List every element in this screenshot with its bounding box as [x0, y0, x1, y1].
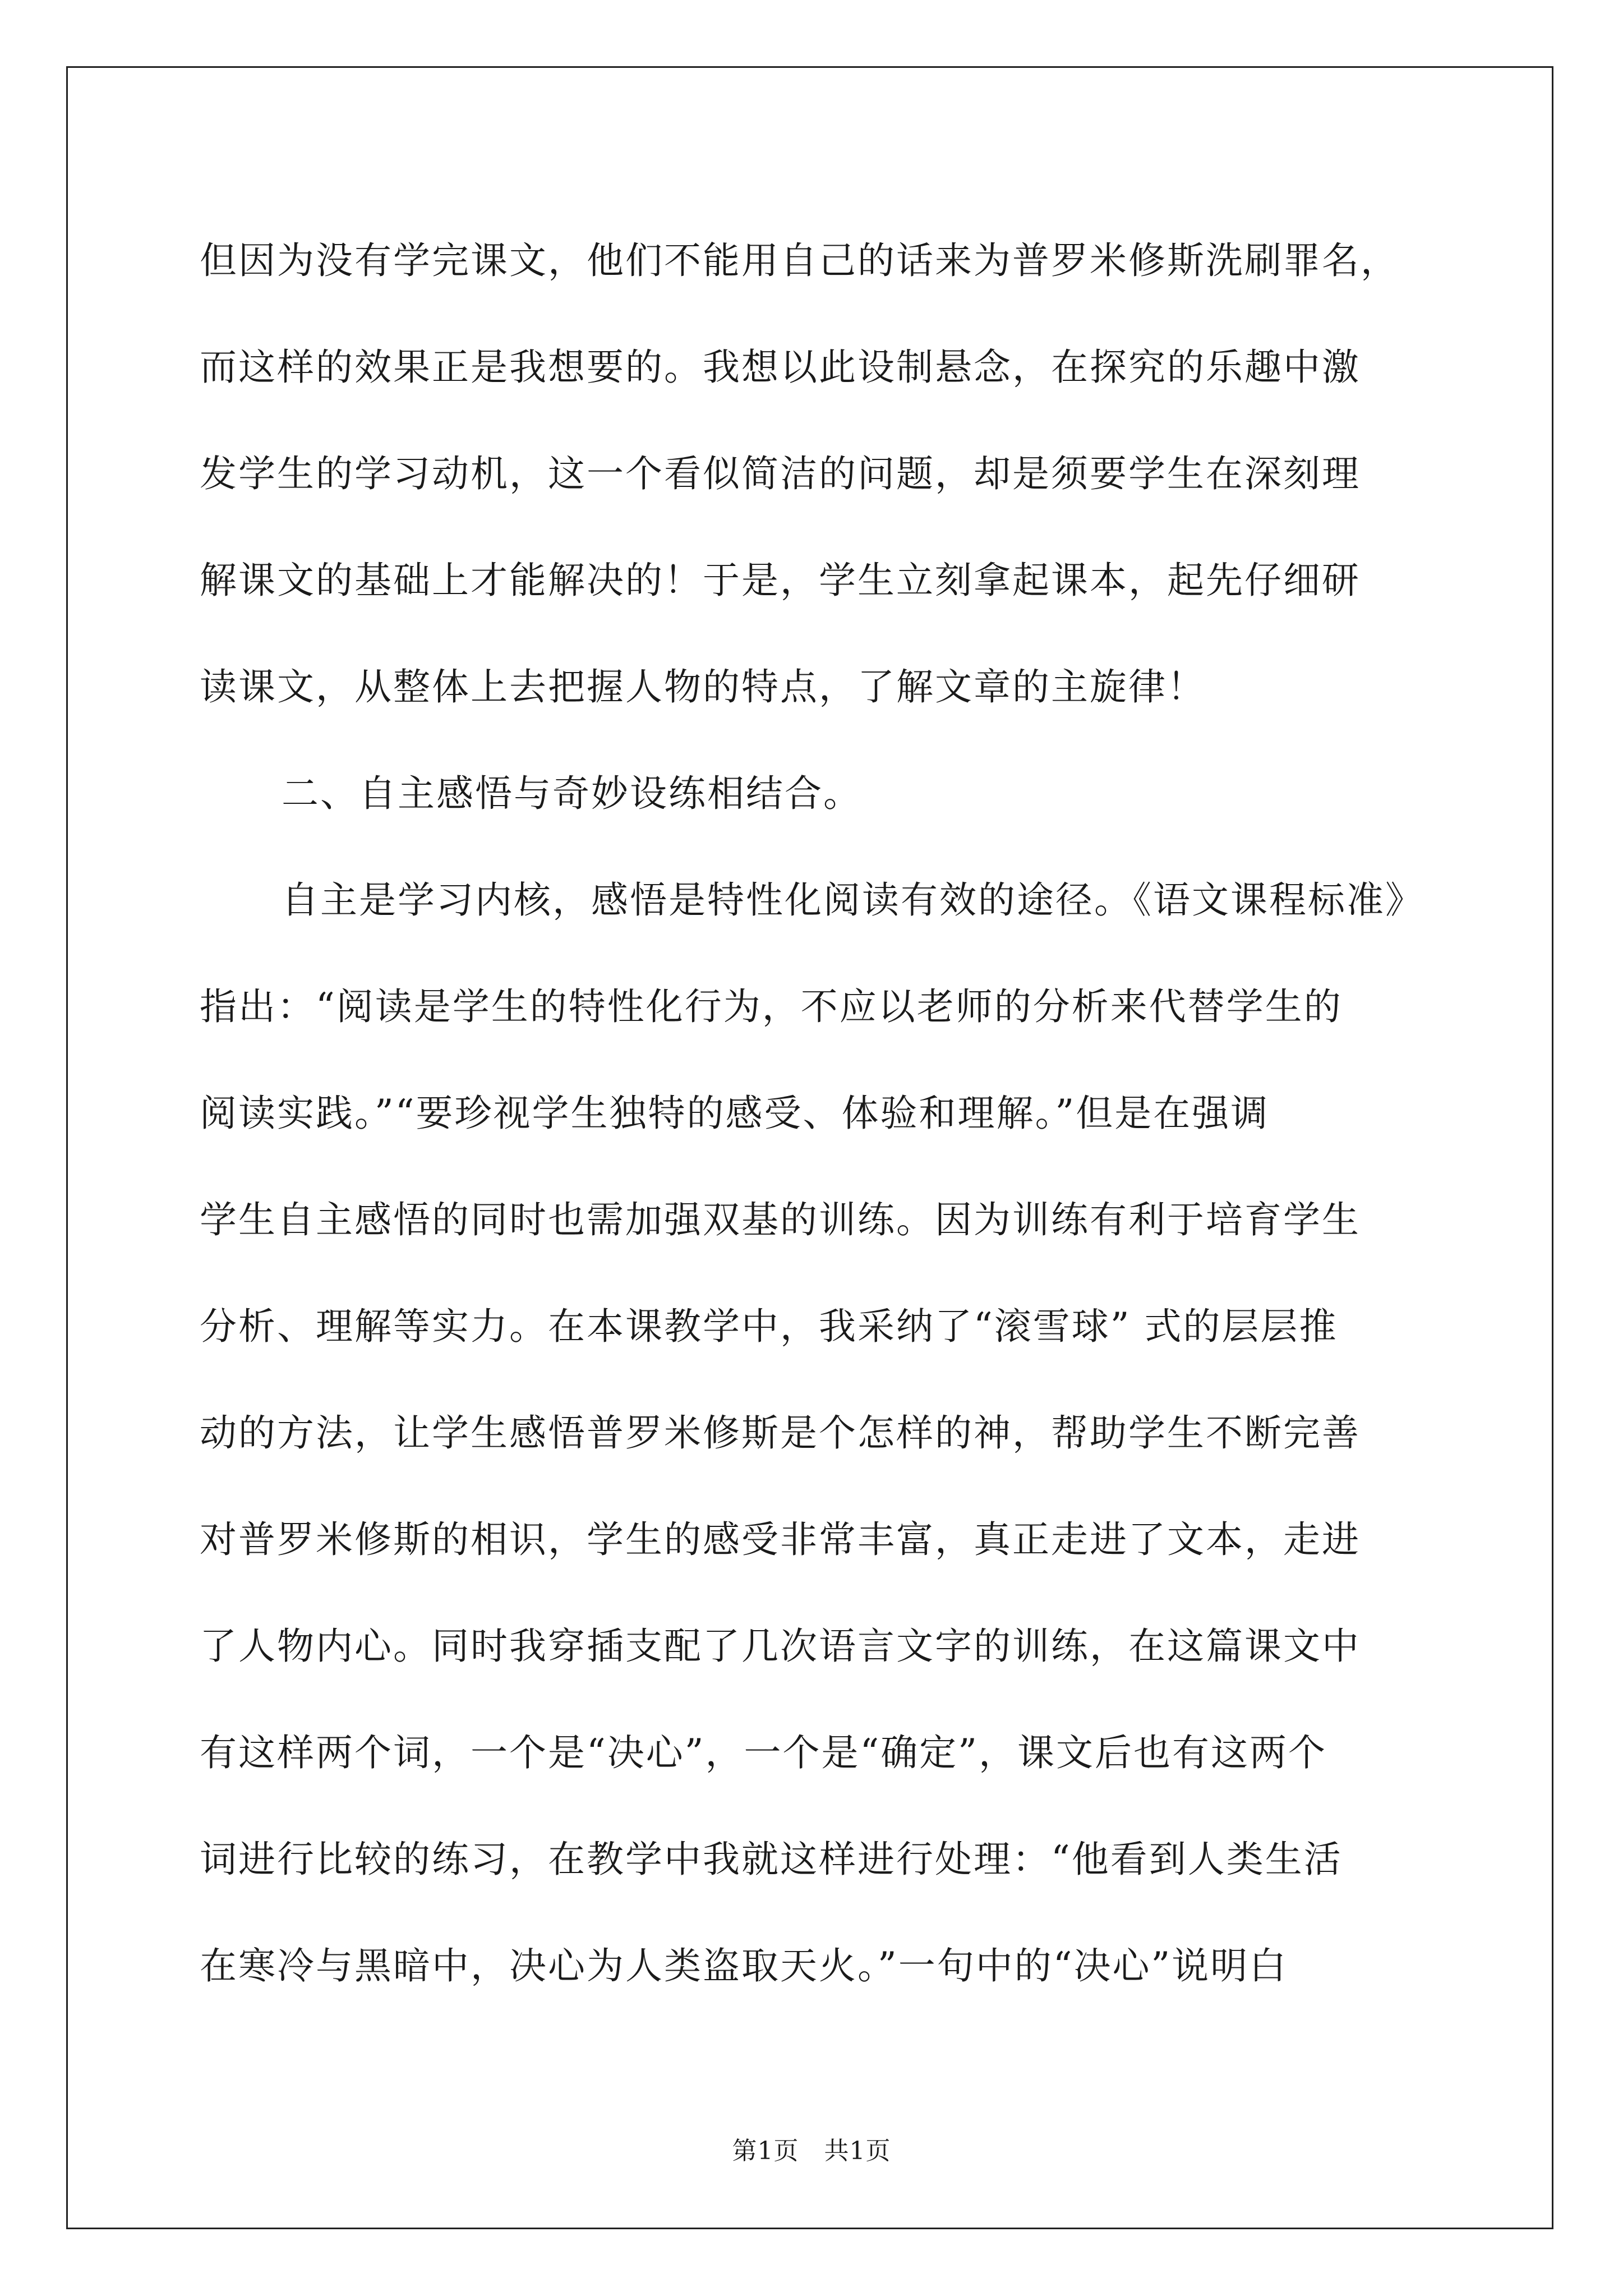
text-line: 动的方法，让学生感悟普罗米修斯是个怎样的神，帮助学生不断完善 — [200, 1411, 1361, 1455]
text-line: 发学生的学习动机，这一个看似简洁的问题，却是须要学生在深刻理 — [200, 452, 1361, 495]
text-line: 自主是学习内核，感悟是特性化阅读有效的途径。《语文课程标准》 — [282, 878, 1424, 922]
text-line: 对普罗米修斯的相识，学生的感受非常丰富，真正走进了文本，走进 — [200, 1518, 1361, 1561]
page-footer: 第1页 共1页 — [732, 2137, 891, 2165]
text-line: 在寒冷与黑暗中，决心为人类盗取天火。”一句中的“决心”说明白 — [200, 1944, 1288, 1987]
text-line: 了人物内心。同时我穿插支配了几次语言文字的训练，在这篇课文中 — [200, 1625, 1361, 1668]
document-body — [200, 208, 1433, 2019]
text-line: 有这样两个词，一个是“决心”，一个是“确定”，课文后也有这两个 — [200, 1731, 1327, 1774]
text-line: 学生自主感悟的同时也需加强双基的训练。因为训练有利于培育学生 — [200, 1198, 1361, 1241]
text-line: 而这样的效果正是我想要的。我想以此设制悬念，在探究的乐趣中激 — [200, 346, 1361, 389]
text-line: 指出：“阅读是学生的特性化行为，不应以老师的分析来代替学生的 — [200, 985, 1343, 1028]
text-line: 但因为没有学完课文，他们不能用自己的话来为普罗米修斯洗刷罪名， — [200, 239, 1399, 282]
text-line: 词进行比较的练习，在教学中我就这样进行处理：“他看到人类生活 — [200, 1838, 1343, 1881]
section-heading: 二、自主感悟与奇妙设练相结合。 — [282, 772, 862, 815]
text-line: 解课文的基础上才能解决的！于是，学生立刻拿起课本，起先仔细研 — [200, 559, 1361, 602]
text-line: 读课文，从整体上去把握人物的特点，了解文章的主旋律！ — [200, 665, 1206, 708]
text-line: 分析、理解等实力。在本课教学中，我采纳了“滚雪球” 式的层层推 — [200, 1305, 1338, 1348]
text-line: 阅读实践。”“要珍视学生独特的感受、体验和理解。”但是在强调 — [200, 1092, 1270, 1135]
